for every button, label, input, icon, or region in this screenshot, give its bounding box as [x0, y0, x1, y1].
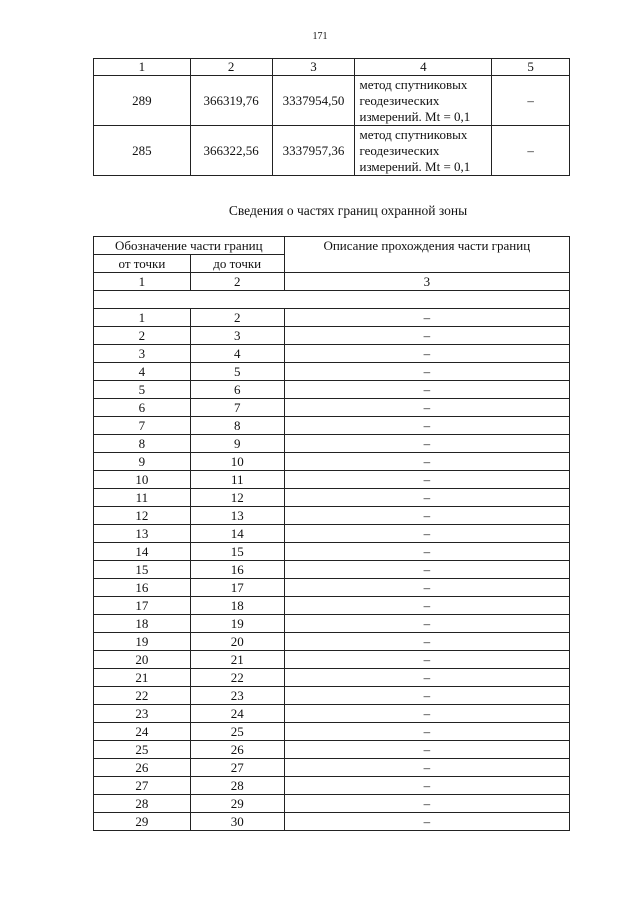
from-point: 28 [94, 795, 191, 813]
table2-blank-row [94, 291, 570, 309]
from-point: 24 [94, 723, 191, 741]
to-point: 19 [190, 615, 284, 633]
part-description: – [284, 363, 569, 381]
to-point: 5 [190, 363, 284, 381]
to-point: 25 [190, 723, 284, 741]
from-point: 26 [94, 759, 191, 777]
method-line: метод спутниковых [359, 76, 468, 92]
to-point: 26 [190, 741, 284, 759]
table2-row [94, 471, 570, 489]
table1-header-cell: 1 [94, 59, 191, 76]
table2-row [94, 615, 570, 633]
part-description: – [284, 597, 569, 615]
table2-row [94, 327, 570, 345]
table2-header-row [94, 237, 570, 255]
part-description: – [284, 795, 569, 813]
from-point: 29 [94, 813, 191, 831]
table2-row [94, 399, 570, 417]
part-description: – [284, 687, 569, 705]
from-point: 16 [94, 579, 191, 597]
from-point: 7 [94, 417, 191, 435]
column-number: 2 [190, 273, 284, 291]
table2-row [94, 507, 570, 525]
part-description: – [284, 777, 569, 795]
table2-row [94, 489, 570, 507]
group-header: Обозначение части границ [94, 237, 285, 255]
part-description: – [284, 507, 569, 525]
table2-row [94, 543, 570, 561]
part-description: – [284, 543, 569, 561]
from-point: 11 [94, 489, 191, 507]
part-description: – [284, 723, 569, 741]
coordinate-y: 3337957,36 [272, 126, 355, 176]
point-number: 285 [94, 126, 191, 176]
to-point: 2 [190, 309, 284, 327]
part-description: – [284, 813, 569, 831]
coordinate-x: 366319,76 [190, 76, 272, 126]
from-point: 21 [94, 669, 191, 687]
to-point: 11 [190, 471, 284, 489]
to-point: 20 [190, 633, 284, 651]
table2-row [94, 435, 570, 453]
to-point-header: до точки [190, 255, 284, 273]
to-point: 16 [190, 561, 284, 579]
from-point: 25 [94, 741, 191, 759]
table1-header-cell: 3 [272, 59, 355, 76]
to-point: 21 [190, 651, 284, 669]
table1-header-row [94, 59, 570, 76]
method-cell [355, 126, 492, 176]
from-point: 9 [94, 453, 191, 471]
from-point: 1 [94, 309, 191, 327]
table2-row [94, 417, 570, 435]
part-description: – [284, 705, 569, 723]
part-description: – [284, 471, 569, 489]
to-point: 4 [190, 345, 284, 363]
table1-header-cell: 5 [492, 59, 570, 76]
part-description: – [284, 345, 569, 363]
method-line: геодезических [359, 142, 440, 158]
to-point: 29 [190, 795, 284, 813]
to-point: 12 [190, 489, 284, 507]
blank-cell [94, 291, 570, 309]
from-point: 15 [94, 561, 191, 579]
table1-row [94, 126, 570, 176]
coordinate-y: 3337954,50 [272, 76, 355, 126]
to-point: 23 [190, 687, 284, 705]
table2-row [94, 579, 570, 597]
from-point: 13 [94, 525, 191, 543]
from-point-header: от точки [94, 255, 191, 273]
part-description: – [284, 651, 569, 669]
table2-row [94, 723, 570, 741]
table2-row [94, 705, 570, 723]
part-description: – [284, 309, 569, 327]
from-point: 10 [94, 471, 191, 489]
method-line: метод спутниковых [359, 126, 468, 142]
column-number: 3 [284, 273, 569, 291]
from-point: 12 [94, 507, 191, 525]
method-line: измерений. Mt = 0,1 [359, 108, 471, 124]
from-point: 19 [94, 633, 191, 651]
from-point: 5 [94, 381, 191, 399]
part-description: – [284, 741, 569, 759]
to-point: 15 [190, 543, 284, 561]
part-description: – [284, 453, 569, 471]
method-line: измерений. Mt = 0,1 [359, 158, 471, 174]
method-cell [355, 76, 492, 126]
table2-row [94, 687, 570, 705]
from-point: 22 [94, 687, 191, 705]
part-description: – [284, 399, 569, 417]
column-number: 1 [94, 273, 191, 291]
from-point: 27 [94, 777, 191, 795]
from-point: 18 [94, 615, 191, 633]
from-point: 8 [94, 435, 191, 453]
table2-row [94, 597, 570, 615]
to-point: 9 [190, 435, 284, 453]
to-point: 28 [190, 777, 284, 795]
table2-column-numbers-row [94, 273, 570, 291]
table2-row [94, 525, 570, 543]
part-description: – [284, 615, 569, 633]
table2-row [94, 741, 570, 759]
part-description: – [284, 525, 569, 543]
table2-row [94, 759, 570, 777]
to-point: 30 [190, 813, 284, 831]
to-point: 6 [190, 381, 284, 399]
to-point: 7 [190, 399, 284, 417]
to-point: 8 [190, 417, 284, 435]
part-description: – [284, 381, 569, 399]
method-line: геодезических [359, 92, 440, 108]
part-description: – [284, 489, 569, 507]
to-point: 3 [190, 327, 284, 345]
to-point: 18 [190, 597, 284, 615]
coordinates-table [93, 58, 570, 176]
col5-value: – [492, 76, 570, 126]
point-number: 289 [94, 76, 191, 126]
table2-row [94, 813, 570, 831]
table2-row [94, 363, 570, 381]
from-point: 14 [94, 543, 191, 561]
part-description: – [284, 327, 569, 345]
table1-header-cell: 2 [190, 59, 272, 76]
from-point: 17 [94, 597, 191, 615]
table2-row [94, 381, 570, 399]
table2-row [94, 345, 570, 363]
to-point: 17 [190, 579, 284, 597]
from-point: 3 [94, 345, 191, 363]
to-point: 27 [190, 759, 284, 777]
table2-row [94, 309, 570, 327]
table2-row [94, 453, 570, 471]
coordinate-x: 366322,56 [190, 126, 272, 176]
table2-row [94, 777, 570, 795]
part-description: – [284, 633, 569, 651]
from-point: 23 [94, 705, 191, 723]
to-point: 14 [190, 525, 284, 543]
from-point: 6 [94, 399, 191, 417]
part-description: – [284, 561, 569, 579]
table2-row [94, 561, 570, 579]
to-point: 24 [190, 705, 284, 723]
description-header: Описание прохождения части границ [284, 237, 569, 273]
part-description: – [284, 669, 569, 687]
to-point: 13 [190, 507, 284, 525]
table1-header-cell: 4 [355, 59, 492, 76]
from-point: 20 [94, 651, 191, 669]
page-number: 171 [312, 31, 328, 42]
table2-row [94, 795, 570, 813]
table2-row [94, 651, 570, 669]
to-point: 10 [190, 453, 284, 471]
part-description: – [284, 579, 569, 597]
part-description: – [284, 759, 569, 777]
table2-row [94, 633, 570, 651]
from-point: 4 [94, 363, 191, 381]
table1-row [94, 76, 570, 126]
table2-row [94, 669, 570, 687]
to-point: 22 [190, 669, 284, 687]
boundary-parts-table [93, 236, 570, 831]
from-point: 2 [94, 327, 191, 345]
part-description: – [284, 417, 569, 435]
part-description: – [284, 435, 569, 453]
col5-value: – [492, 126, 570, 176]
section-title: Сведения о частях границ охранной зоны [228, 203, 468, 218]
